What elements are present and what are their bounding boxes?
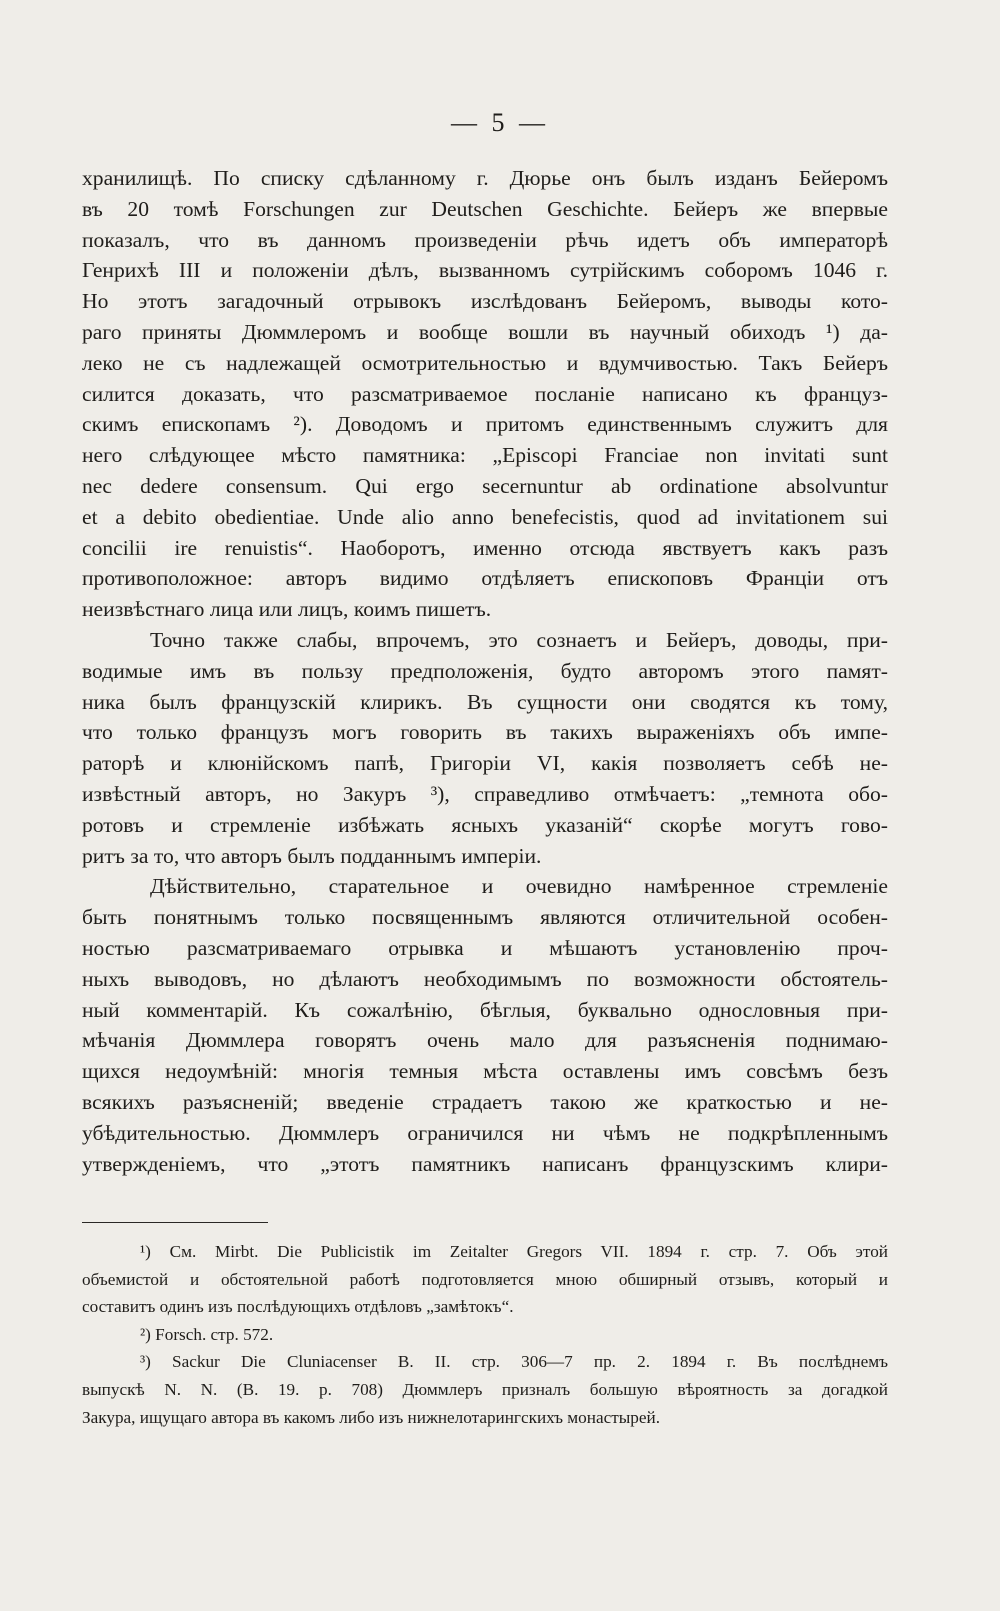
body-line: Генрихѣ III и положеніи дѣлъ, вызванномъ сутрійскимъ соборомъ 1046 г. (82, 258, 888, 283)
body-line: щихся недоумѣній: многія темныя мѣста оставлены имъ совсѣмъ безъ (82, 1059, 888, 1084)
body-line: concilii ire renuistis“. Наоборотъ, именно отсюда явствуетъ какъ разъ (82, 535, 888, 560)
body-text (82, 163, 888, 1179)
body-line: водимые имъ въ пользу предположенія, будто авторомъ этого памят- (82, 658, 888, 683)
body-line: мѣчанія Дюммлера говорятъ очень мало для разъясненія поднимаю- (82, 1028, 888, 1053)
body-line: леко не съ надлежащей осмотрительностью и вдумчивостью. Такъ Бейеръ (82, 350, 888, 375)
body-line: силится доказать, что разсматриваемое посланіе написано къ француз- (82, 381, 888, 406)
body-line: Точно также слабы, впрочемъ, это сознаетъ и Бейеръ, доводы, при- (150, 627, 888, 652)
body-line: раго приняты Дюммлеромъ и вообще вошли въ научный обиходъ ¹) да- (82, 319, 888, 344)
body-line: быть понятнымъ только посвященнымъ являются отличительной особен- (82, 905, 888, 930)
body-line: скимъ епископамъ ²). Доводомъ и притомъ единственнымъ служитъ для (82, 412, 888, 437)
footnote-line: объемистой и обстоятельной работѣ подготовляется мною обширный отзывъ, который и (82, 1269, 888, 1289)
body-line: убѣдительностью. Дюммлеръ ограничился ни чѣмъ не подкрѣпленнымъ (82, 1120, 888, 1145)
footnote-line: составитъ одинъ изъ послѣдующихъ отдѣловъ „замѣтокъ“. (82, 1297, 514, 1317)
body-line: что только французъ могъ говорить въ такихъ выраженіяхъ объ импе- (82, 720, 888, 745)
body-line: него слѣдующее мѣсто памятника: „Episcopi Franciae non invitati sunt (82, 443, 888, 468)
footnote-line: Закура, ищущаго автора въ какомъ либо изъ нижнелотарингскихъ монастырей. (82, 1407, 660, 1427)
footnote-separator (82, 1222, 268, 1223)
footnote-line: ¹) См. Mirbt. Die Publicistik im Zeitalter Gregors VII. 1894 г. стр. 7. Объ этой (140, 1242, 888, 1261)
body-line: ныхъ выводовъ, но дѣлаютъ необходимымъ по возможности обстоятель- (82, 966, 888, 991)
body-line: ритъ за то, что авторъ былъ подданнымъ имперіи. (82, 843, 542, 868)
footnote-line: ²) Forsch. стр. 572. (140, 1324, 274, 1344)
body-line: утвержденіемъ, что „этотъ памятникъ написанъ французскимъ клири- (82, 1151, 888, 1176)
body-line: ный комментарій. Къ сожалѣнію, бѣглыя, буквально однословныя при- (82, 997, 888, 1022)
body-line: противоположное: авторъ видимо отдѣляетъ епископовъ Франціи отъ (82, 566, 888, 591)
body-line: Дѣйствительно, старательное и очевидно намѣренное стремленіе (150, 874, 888, 899)
body-line: ностью разсматриваемаго отрывка и мѣшаютъ установленію проч- (82, 935, 888, 960)
body-line: извѣстный авторъ, но Закуръ ³), справедливо отмѣчаетъ: „темнота обо- (82, 781, 888, 806)
footnote-line: выпускѣ N. N. (B. 19. p. 708) Дюммлеръ призналъ большую вѣроятность за догадкой (82, 1379, 888, 1399)
body-line: въ 20 томѣ Forschungen zur Deutschen Geschichte. Бейеръ же впервые (82, 196, 888, 221)
body-line: хранилищѣ. По списку сдѣланному г. Дюрье онъ былъ изданъ Бейеромъ (82, 166, 888, 190)
body-line: раторѣ и клюнійскомъ папѣ, Григоріи VI, какія позволяетъ себѣ не- (82, 751, 888, 776)
body-line: nec dedere consensum. Qui ergo secernuntur ab ordinatione absolvuntur (82, 473, 888, 498)
body-line: всякихъ разъясненій; введеніе страдаетъ такою же краткостью и не- (82, 1089, 888, 1114)
body-line: ника былъ французскій клирикъ. Въ сущности они сводятся къ тому, (82, 689, 888, 714)
body-line: ротовъ и стремленіе избѣжать ясныхъ указаній“ скорѣе могутъ гово- (82, 812, 888, 837)
footnote-line: ³) Sackur Die Cluniacenser B. II. стр. 306—7 пр. 2. 1894 г. Въ послѣднемъ (140, 1352, 888, 1372)
body-line: Но этотъ загадочный отрывокъ изслѣдованъ Бейеромъ, выводы кото- (82, 289, 888, 314)
body-line: et a debito obedientiae. Unde alio anno benefecistis, quod ad invitationem sui (82, 504, 888, 529)
footnotes (82, 1238, 888, 1431)
page-number: — 5 — (451, 108, 549, 137)
body-line: показалъ, что въ данномъ произведеніи рѣчь идетъ объ императорѣ (82, 227, 888, 252)
body-line: неизвѣстнаго лица или лицъ, коимъ пишетъ. (82, 597, 492, 622)
